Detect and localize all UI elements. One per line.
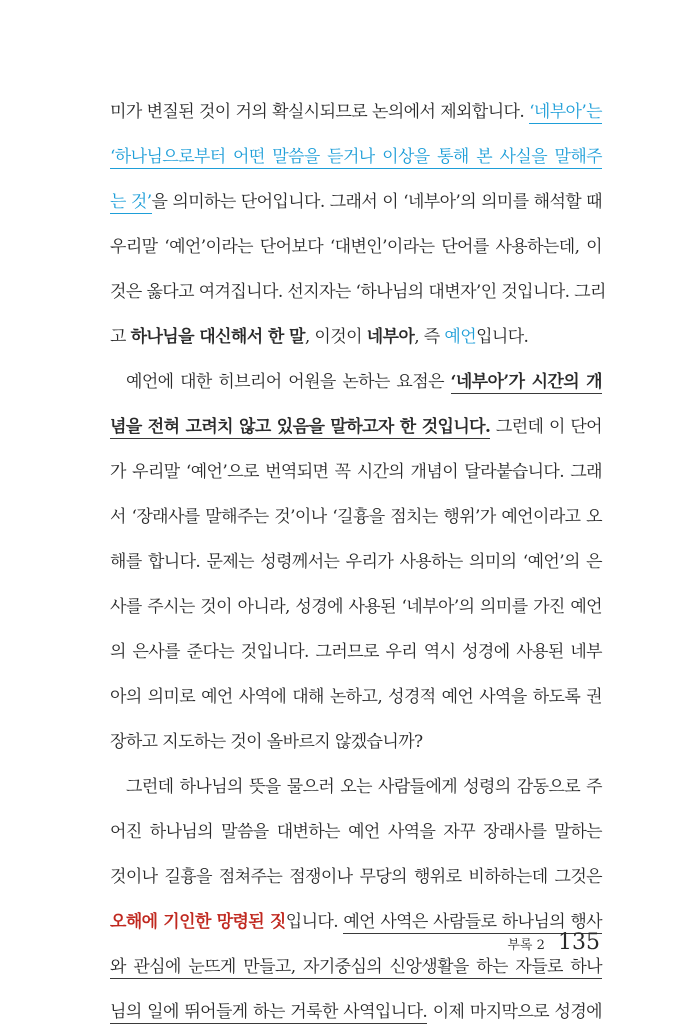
underlined-phrase: 와 관심에 눈뜨게 만들고, 자기중심의 신앙생활을 하는 자들로 하나 (110, 957, 602, 977)
highlight-word: 예언 (444, 327, 477, 347)
text-run: 고 (110, 327, 131, 347)
text-run: 을 의미하는 단어입니다. 그래서 이 ‘네부아’의 의미를 해석할 때 (151, 192, 602, 212)
text-line (110, 855, 602, 900)
text-run: 이제 마지막으로 성경에 (427, 1002, 602, 1022)
text-run: 아의 의미로 예언 사역에 대해 논하고, 성경적 예언 사역을 하도록 권 (110, 687, 602, 707)
text-line (110, 450, 602, 495)
highlight-definition: ‘하나님으로부터 어떤 말씀을 듣거나 이상을 통해 본 사실을 말해주 (110, 147, 602, 167)
text-run: 그런데 하나님의 뜻을 물으러 오는 사람들에게 성령의 감동으로 주 (126, 777, 602, 797)
text-line (110, 405, 602, 450)
text-run: 어진 하나님의 말씀을 대변하는 예언 사역을 자꾸 장래사를 말하는 (110, 822, 602, 842)
text-run: , 즉 (414, 327, 445, 347)
text-line (110, 270, 606, 315)
bold-term: 네부아 (366, 327, 415, 347)
text-line (110, 990, 602, 1035)
text-run: 미가 변질된 것이 거의 확실시되므로 논의에서 제외합니다. (110, 102, 530, 122)
text-run: 서 ‘장래사를 말해주는 것’이나 ‘길흉을 점치는 행위’가 예언이라고 오 (110, 507, 602, 527)
text-run: 것이나 길흉을 점쳐주는 점쟁이나 무당의 행위로 비하하는데 그것은 (110, 867, 602, 887)
text-run: 의 은사를 준다는 것입니다. 그러므로 우리 역시 성경에 사용된 네부 (110, 642, 602, 662)
text-line (110, 225, 602, 270)
text-line (110, 315, 602, 360)
text-run: 그런데 이 단어 (490, 417, 603, 437)
text-run: 예언에 대한 히브리어 어원을 논하는 요점은 (126, 372, 451, 392)
text-run: 사를 주시는 것이 아니라, 성경에 사용된 ‘네부아’의 의미를 가진 예언 (110, 597, 602, 617)
underlined-phrase: 예언 사역은 사람들로 하나님의 행사 (343, 912, 602, 932)
page-footer (507, 930, 600, 955)
text-line (110, 585, 602, 630)
underlined-phrase: 님의 일에 뛰어들게 하는 거룩한 사역입니다. (110, 1002, 428, 1022)
text-line (110, 630, 602, 675)
text-line (110, 90, 602, 135)
section-label: 부록 2 (507, 938, 545, 953)
bold-underlined-phrase: ‘네부아’가 시간의 개 (450, 372, 602, 392)
text-run: 입니다. (285, 912, 344, 932)
text-line (110, 135, 602, 180)
bold-underlined-phrase: 념을 전혀 고려치 않고 있음을 말하고자 한 것입니다. (110, 417, 491, 437)
body-text (110, 90, 606, 1035)
text-run: 것은 옳다고 여겨집니다. 선지자는 ‘하나님의 대변자’인 것입니다. 그리 (110, 282, 606, 302)
bold-phrase: 하나님을 대신해서 한 말 (130, 327, 305, 347)
text-run: , 이것이 (304, 327, 367, 347)
highlight-term: ‘네부아’는 (529, 102, 602, 122)
text-line (110, 810, 602, 855)
text-run: 입니다. (476, 327, 529, 347)
text-line (110, 495, 602, 540)
text-line (110, 540, 602, 585)
text-run: 우리말 ‘예언’이라는 단어보다 ‘대변인’이라는 단어를 사용하는데, 이 (110, 237, 602, 257)
text-run: 가 우리말 ‘예언’으로 번역되면 꼭 시간의 개념이 달라붙습니다. 그래 (110, 462, 602, 482)
text-run: 장하고 지도하는 것이 올바르지 않겠습니까? (110, 732, 423, 752)
text-line (110, 360, 602, 405)
text-line (110, 675, 602, 720)
text-line (110, 180, 602, 225)
red-bold-phrase: 오해에 기인한 망령된 짓 (110, 912, 286, 932)
text-line (110, 765, 602, 810)
text-line (110, 720, 602, 765)
text-run: 해를 합니다. 문제는 성령께서는 우리가 사용하는 의미의 ‘예언’의 은 (110, 552, 602, 572)
page-number: 135 (558, 930, 600, 955)
highlight-definition-end: 는 것’ (110, 192, 152, 212)
